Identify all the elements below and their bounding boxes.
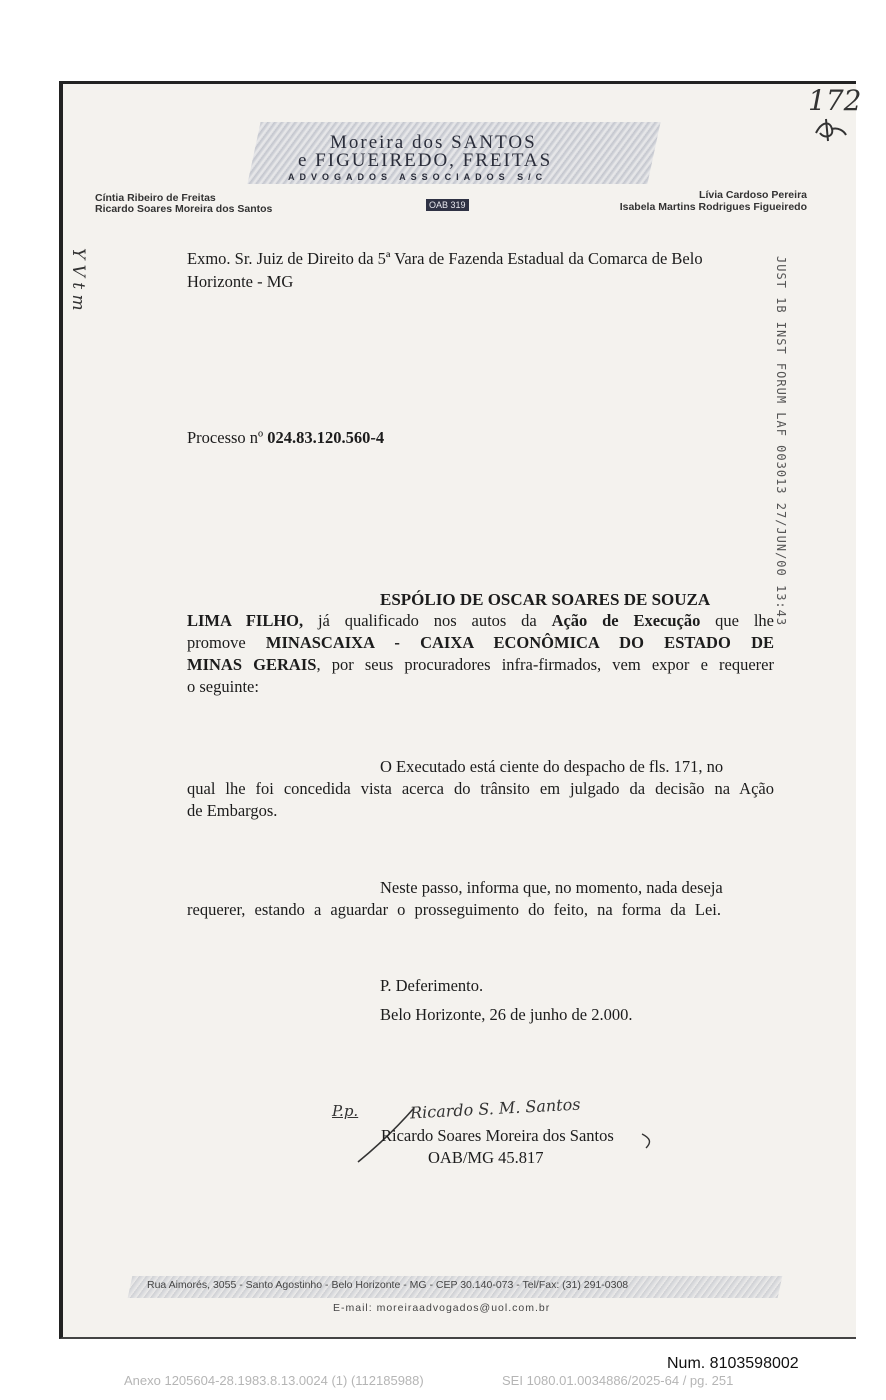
action-type: Ação de Execução	[551, 611, 701, 630]
party-name-line1: ESPÓLIO DE OSCAR SOARES DE SOUZA	[380, 590, 711, 609]
p1-text-b: que lhe	[700, 611, 774, 630]
partner-right-2: Isabela Martins Rodrigues Figueiredo	[619, 201, 807, 213]
paragraph1-line4	[187, 654, 774, 676]
process-number: 024.83.120.560-4	[267, 428, 385, 447]
addressee-line1: Exmo. Sr. Juiz de Direito da 5ª Vara de Fazenda Estadual da Comarca de Belo	[187, 249, 703, 268]
firm-name-line3: ADVOGADOS ASSOCIADOS S/C	[288, 172, 548, 182]
plaintiff-name-line2: MINAS GERAIS	[187, 655, 317, 674]
paragraph1-line2	[187, 610, 774, 632]
paragraph1-line3	[187, 632, 774, 654]
partner-right-1: Lívia Cardoso Pereira	[699, 189, 807, 201]
handwritten-page-number: 172	[808, 84, 862, 117]
footer-email: E-mail: moreiraadvogados@uol.com.br	[333, 1302, 551, 1314]
court-received-stamp: JUST 1B INST FORUM LAF 003013 27/JUN/00 13:43	[774, 256, 788, 627]
party-name-line2: LIMA FILHO,	[187, 611, 304, 630]
process-label: Processo nº	[187, 428, 264, 447]
signature-pp: P.p.	[332, 1102, 359, 1120]
sei-reference: SEI 1080.01.0034886/2025-64 / pg. 251	[502, 1373, 734, 1388]
annex-reference: Anexo 1205604-28.1983.8.13.0024 (1) (112185988)	[124, 1373, 424, 1388]
handwritten-signature: Ricardo S. M. Santos	[409, 1094, 581, 1123]
handwritten-margin-note: Y V t m	[68, 248, 88, 311]
paragraph1-line5: o seguinte:	[187, 677, 259, 696]
plaintiff-name-line1: MINASCAIXA - CAIXA ECONÔMICA DO ESTADO DE	[265, 633, 774, 652]
firm-name-line2: e FIGUEIREDO, FREITAS	[298, 150, 553, 171]
process-line	[187, 427, 384, 449]
handwritten-initials-mark	[812, 115, 848, 143]
footer-address: Rua Aimorés, 3055 - Santo Agostinho - Belo Horizonte - MG - CEP 30.140-073 - Tel/Fax: (31) 291-0308	[147, 1279, 629, 1291]
addressee-line2: Horizonte - MG	[187, 272, 294, 291]
p1-text-d: , por seus procuradores infra-firmados, vem expor e requerer	[316, 655, 774, 674]
paragraph2-line1: O Executado está ciente do despacho de fls. 171, no	[380, 757, 724, 776]
firm-name-line1: Moreira dos SANTOS	[330, 132, 537, 153]
document-number: Num. 8103598002	[667, 1355, 799, 1372]
paragraph2-line3: de Embargos.	[187, 801, 278, 820]
paragraph3-line1: Neste passo, informa que, no momento, nada deseja	[380, 878, 723, 897]
paragraph2-line2: qual lhe foi concedida vista acerca do trânsito em julgado da decisão na Ação	[187, 779, 774, 798]
oab-badge: OAB 319	[426, 199, 469, 211]
p1-text-c: promove	[187, 633, 266, 652]
p1-text-a: já qualificado nos autos da	[303, 611, 552, 630]
closing: P. Deferimento.	[380, 976, 484, 995]
signer-name: Ricardo Soares Moreira dos Santos	[381, 1126, 614, 1145]
paragraph3-line2: requerer, estando a aguardar o prosseguimento do feito, na forma da Lei.	[187, 900, 721, 919]
partner-left-2: Ricardo Soares Moreira dos Santos	[95, 203, 273, 215]
date-line: Belo Horizonte, 26 de junho de 2.000.	[380, 1005, 633, 1024]
partner-left-1: Cíntia Ribeiro de Freitas	[95, 192, 216, 204]
signer-oab: OAB/MG 45.817	[428, 1148, 544, 1167]
